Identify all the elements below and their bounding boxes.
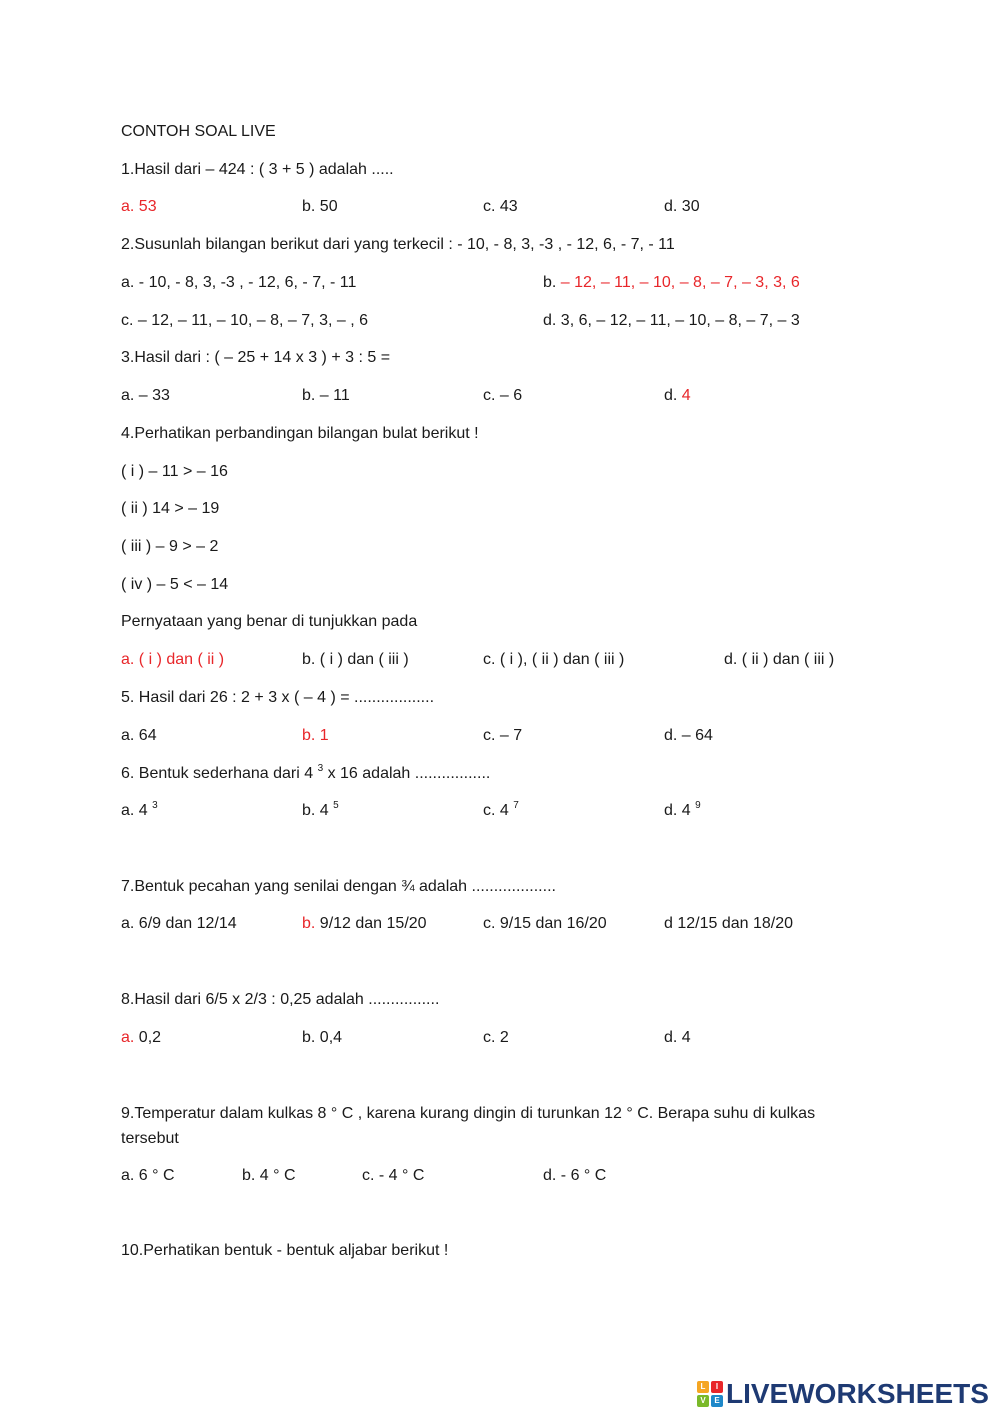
q6-option-a-exponent: 3 [152,800,158,811]
q6-option-a-base: a. 4 [121,802,153,819]
q8-option-c: c. 2 [483,1029,509,1046]
q6-option-d-base: d. 4 [664,802,696,819]
q6-exponent: 3 [317,763,324,774]
q5-option-c: c. – 7 [483,727,523,744]
question-7-text: 7.Bentuk pecahan yang senilai dengan ¾ adalah ................... [121,878,556,895]
q2-option-d: d. 3, 6, – 12, – 11, – 10, – 8, – 7, – 3 [543,312,800,329]
q4-statement-iv: ( iv ) – 5 < – 14 [121,576,229,593]
q7-option-c: c. 9/15 dan 16/20 [483,915,607,932]
q2-option-b-answer: – 12, – 11, – 10, – 8, – 7, – 3, 3, 6 [556,274,800,291]
logo-wordmark: LIVEWORKSHEETS [726,1378,989,1409]
logo-block-l: L [697,1381,709,1393]
q8-option-a-prefix: a. [121,1029,135,1046]
q7-option-d: d 12/15 dan 18/20 [664,915,794,932]
q9-option-a: a. 6 ° C [121,1167,175,1184]
q7-option-b-rest: 9/12 dan 15/20 [315,915,427,932]
q3-option-d-answer: 4 [681,387,691,404]
q6-option-a [121,801,158,821]
q4-option-d: d. ( ii ) dan ( iii ) [724,651,835,668]
q9-option-d: d. - 6 ° C [543,1167,607,1184]
q6-text-after: x 16 adalah ................. [323,765,491,782]
question-2-text: 2.Susunlah bilangan berikut dari yang terkecil : - 10, - 8, 3, -3 , - 12, 6, - 7, - 11 [121,236,675,253]
q4-option-a: a. ( i ) dan ( ii ) [121,651,225,668]
q8-option-a [121,1028,161,1048]
logo-block-e: E [711,1395,723,1407]
q3-option-a: a. – 33 [121,387,170,404]
q4-statement-ii: ( ii ) 14 > – 19 [121,500,220,517]
q6-option-c-exponent: 7 [513,800,519,811]
q5-option-b: b. 1 [302,727,329,744]
question-9-text: 9.Temperatur dalam kulkas 8 ° C , karena kurang dingin di turunkan 12 ° C. Berapa suhu di kulkas tersebut [121,1105,816,1147]
q4-statement-iii: ( iii ) – 9 > – 2 [121,538,219,555]
q3-option-d-prefix: d. [664,387,682,404]
q4-prompt: Pernyataan yang benar di tunjukkan pada [121,613,418,630]
logo-block-v: V [697,1395,709,1407]
q5-option-a: a. 64 [121,727,157,744]
q8-option-d: d. 4 [664,1029,691,1046]
question-8-text: 8.Hasil dari 6/5 x 2/3 : 0,25 adalah ................ [121,991,440,1008]
q7-option-a: a. 6/9 dan 12/14 [121,915,237,932]
q6-option-b [302,801,339,821]
q4-statement-i: ( i ) – 11 > – 16 [121,463,228,480]
q3-option-c: c. – 6 [483,387,523,404]
page-title: CONTOH SOAL LIVE [121,123,276,140]
q1-option-d: d. 30 [664,198,700,215]
q2-option-a: a. - 10, - 8, 3, -3 , - 12, 6, - 7, - 11 [121,274,357,291]
q9-option-b: b. 4 ° C [242,1167,296,1184]
question-3-text: 3.Hasil dari : ( – 25 + 14 x 3 ) + 3 : 5 = [121,349,391,366]
q6-option-d [664,801,701,821]
q6-option-d-exponent: 9 [695,800,701,811]
q1-option-c: c. 43 [483,198,518,215]
q2-option-c: c. – 12, – 11, – 10, – 8, – 7, 3, – , 6 [121,312,368,329]
q1-option-a: a. 53 [121,198,157,215]
q3-option-b: b. – 11 [302,387,350,404]
q9-option-c: c. - 4 ° C [362,1167,425,1184]
q8-option-a-rest: 0,2 [134,1029,162,1046]
q6-option-c-base: c. 4 [483,802,514,819]
q6-option-b-exponent: 5 [333,800,339,811]
question-5-text: 5. Hasil dari 26 : 2 + 3 x ( – 4 ) = .................. [121,689,435,706]
q5-option-d: d. – 64 [664,727,713,744]
q6-text-before: 6. Bentuk sederhana dari 4 [121,765,318,782]
question-10-text: 10.Perhatikan bentuk - bentuk aljabar berikut ! [121,1242,449,1259]
q7-option-b-prefix: b. [302,915,316,932]
q4-option-b: b. ( i ) dan ( iii ) [302,651,409,668]
logo-block-i: I [711,1381,723,1393]
q2-option-b [543,273,800,293]
liveworksheets-logo [697,1378,989,1410]
q7-option-b [302,914,427,934]
q2-option-b-prefix: b. [543,274,557,291]
q6-option-b-base: b. 4 [302,802,334,819]
q4-option-c: c. ( i ), ( ii ) dan ( iii ) [483,651,625,668]
q1-option-b: b. 50 [302,198,338,215]
question-4-text: 4.Perhatikan perbandingan bilangan bulat berikut ! [121,425,479,442]
question-6-text [121,764,490,784]
question-1-text: 1.Hasil dari – 424 : ( 3 + 5 ) adalah ..... [121,161,394,178]
q3-option-d [664,386,691,406]
q8-option-b: b. 0,4 [302,1029,343,1046]
logo-blocks-icon [697,1381,723,1407]
q6-option-c [483,801,519,821]
